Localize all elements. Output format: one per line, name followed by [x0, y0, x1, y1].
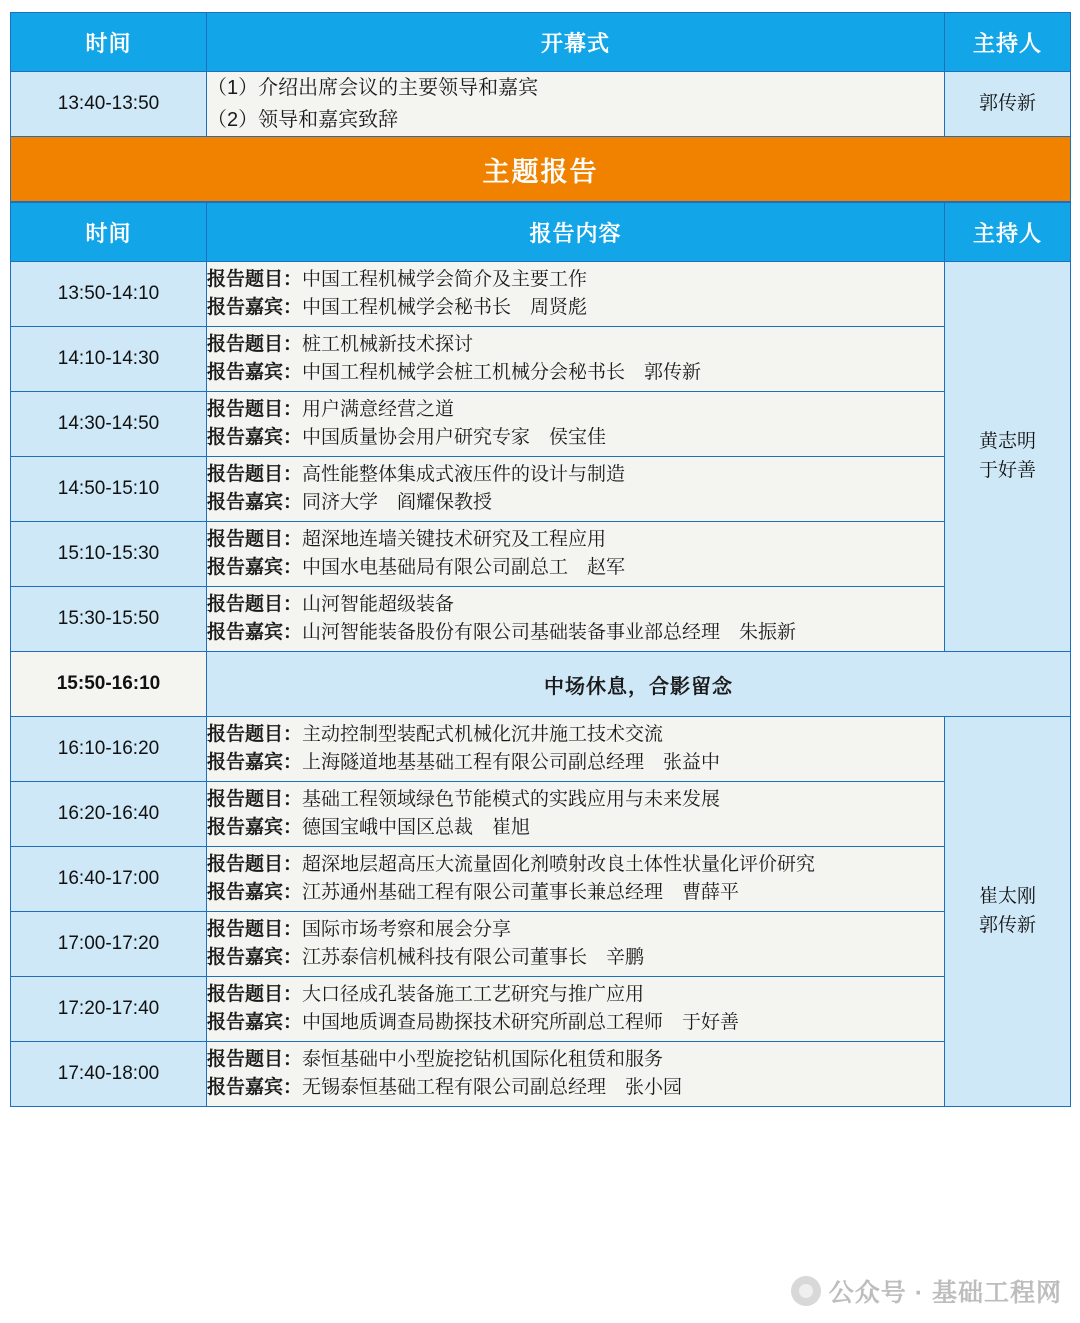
host-name: 于好善 [978, 459, 1036, 481]
report-title: 泰恒基础中小型旋挖钻机国际化租赁和服务 [302, 1049, 664, 1071]
report-guest-line [207, 814, 944, 842]
label-report-title: 报告题目： [207, 464, 303, 486]
report-guest: 同济大学 阎耀保教授 [302, 492, 493, 513]
table-row [11, 262, 1071, 327]
report-content [207, 522, 945, 587]
report-title-line [207, 981, 944, 1009]
report-title-line [207, 1046, 944, 1074]
opening-host: 郭传新 [945, 72, 1071, 137]
host-name: 郭传新 [978, 914, 1036, 936]
report-content [207, 327, 945, 392]
label-report-title: 报告题目： [207, 529, 303, 551]
keynote-reports-table [10, 202, 1071, 1107]
report-time: 15:10-15:30 [11, 522, 207, 587]
report-guest: 德国宝峨中国区总裁 崔旭 [302, 817, 531, 838]
report-guest-line [207, 1074, 944, 1102]
report-title: 超深地连墙关键技术研究及工程应用 [302, 529, 607, 551]
report-guest-line [207, 944, 944, 972]
section-band-row [11, 137, 1071, 202]
report-guest: 江苏通州基础工程有限公司董事长兼总经理 曹薛平 [302, 882, 740, 903]
label-report-title: 报告题目： [207, 1049, 303, 1071]
report-title-line [207, 721, 944, 749]
label-report-title: 报告题目： [207, 334, 303, 356]
report-time: 16:40-17:00 [11, 847, 207, 912]
label-report-guest: 报告嘉宾： [207, 947, 303, 968]
label-report-guest: 报告嘉宾： [207, 752, 303, 773]
label-report-title: 报告题目： [207, 724, 303, 746]
opening-items [207, 72, 945, 137]
report-guest-line [207, 619, 944, 647]
label-report-title: 报告题目： [207, 399, 303, 421]
report-title-line [207, 591, 944, 619]
report-content [207, 1042, 945, 1107]
report-title-line [207, 396, 944, 424]
report-title: 国际市场考察和展会分享 [302, 919, 512, 941]
label-report-guest: 报告嘉宾： [207, 1012, 303, 1033]
host-group-2 [945, 717, 1071, 1107]
report-guest-line [207, 879, 944, 907]
watermark-logo-icon [791, 1276, 821, 1306]
report-content [207, 392, 945, 457]
report-guest-line [207, 554, 944, 582]
column-header-host: 主持人 [945, 13, 1071, 72]
opening-item-2: （2）领导和嘉宾致辞 [207, 109, 399, 131]
table-row [11, 977, 1071, 1042]
report-time: 14:50-15:10 [11, 457, 207, 522]
report-title: 超深地层超高压大流量固化剂喷射改良土体性状量化评价研究 [302, 854, 816, 876]
report-title: 基础工程领域绿色节能模式的实践应用与未来发展 [302, 789, 721, 811]
report-title-line [207, 331, 944, 359]
report-content [207, 847, 945, 912]
report-guest: 中国地质调查局勘探技术研究所副总工程师 于好善 [302, 1012, 740, 1033]
report-title: 中国工程机械学会简介及主要工作 [302, 269, 588, 291]
label-report-title: 报告题目： [207, 789, 303, 811]
report-title-line [207, 786, 944, 814]
table-row [11, 782, 1071, 847]
label-report-guest: 报告嘉宾： [207, 492, 303, 513]
report-guest-line [207, 1009, 944, 1037]
label-report-title: 报告题目： [207, 854, 303, 876]
table-row [11, 392, 1071, 457]
host-group-1 [945, 262, 1071, 652]
table-header-row [11, 13, 1071, 72]
report-guest: 中国工程机械学会秘书长 周贤彪 [302, 297, 588, 318]
break-label: 中场休息，合影留念 [207, 652, 1071, 717]
label-report-guest: 报告嘉宾： [207, 427, 303, 448]
break-time: 15:50-16:10 [11, 652, 207, 717]
label-report-guest: 报告嘉宾： [207, 297, 303, 318]
break-row [11, 652, 1071, 717]
column-header-content: 报告内容 [207, 203, 945, 262]
report-time: 16:20-16:40 [11, 782, 207, 847]
report-title: 山河智能超级装备 [302, 594, 455, 616]
opening-item-1: （1）介绍出席会议的主要领导和嘉宾 [207, 77, 539, 99]
report-guest: 中国工程机械学会桩工机械分会秘书长 郭传新 [302, 362, 702, 383]
report-time: 14:10-14:30 [11, 327, 207, 392]
label-report-title: 报告题目： [207, 269, 303, 291]
report-guest: 江苏泰信机械科技有限公司董事长 辛鹏 [302, 947, 645, 968]
table-row [11, 327, 1071, 392]
report-content [207, 717, 945, 782]
column-header-opening: 开幕式 [207, 13, 945, 72]
section-title-keynote: 主题报告 [11, 137, 1071, 202]
report-guest: 无锡泰恒基础工程有限公司副总经理 张小园 [302, 1077, 683, 1098]
report-guest: 中国质量协会用户研究专家 侯宝佳 [302, 427, 607, 448]
opening-time: 13:40-13:50 [11, 72, 207, 137]
label-report-guest: 报告嘉宾： [207, 817, 303, 838]
report-title: 大口径成孔装备施工工艺研究与推广应用 [302, 984, 645, 1006]
report-time: 17:00-17:20 [11, 912, 207, 977]
column-header-time: 时间 [11, 13, 207, 72]
table-row [11, 72, 1071, 137]
report-time: 13:50-14:10 [11, 262, 207, 327]
watermark-text: 公众号 · 基础工程网 [828, 1279, 1062, 1307]
report-title: 主动控制型装配式机械化沉井施工技术交流 [302, 724, 664, 746]
label-report-guest: 报告嘉宾： [207, 362, 303, 383]
table-row [11, 522, 1071, 587]
table-row [11, 1042, 1071, 1107]
table-header-row [11, 203, 1071, 262]
label-report-title: 报告题目： [207, 919, 303, 941]
report-title-line [207, 916, 944, 944]
report-guest-line [207, 749, 944, 777]
report-content [207, 782, 945, 847]
report-title: 桩工机械新技术探讨 [302, 334, 474, 356]
label-report-guest: 报告嘉宾： [207, 557, 303, 578]
report-time: 14:30-14:50 [11, 392, 207, 457]
report-time: 15:30-15:50 [11, 587, 207, 652]
report-guest: 中国水电基础局有限公司副总工 赵军 [302, 557, 626, 578]
report-guest-line [207, 424, 944, 452]
label-report-guest: 报告嘉宾： [207, 622, 303, 643]
column-header-time: 时间 [11, 203, 207, 262]
report-content [207, 457, 945, 522]
report-content [207, 262, 945, 327]
report-title-line [207, 461, 944, 489]
label-report-guest: 报告嘉宾： [207, 1077, 303, 1098]
report-title-line [207, 526, 944, 554]
host-name: 崔太刚 [978, 886, 1036, 907]
column-header-host: 主持人 [945, 203, 1071, 262]
table-row [11, 587, 1071, 652]
host-name: 黄志明 [978, 431, 1036, 452]
report-guest-line [207, 294, 944, 322]
report-time: 17:40-18:00 [11, 1042, 207, 1107]
table-row [11, 912, 1071, 977]
table-row [11, 847, 1071, 912]
label-report-title: 报告题目： [207, 984, 303, 1006]
table-row [11, 717, 1071, 782]
table-row [11, 457, 1071, 522]
report-title-line [207, 266, 944, 294]
report-content [207, 587, 945, 652]
report-title: 用户满意经营之道 [302, 399, 455, 421]
watermark [791, 1273, 1062, 1309]
report-content [207, 977, 945, 1042]
report-time: 16:10-16:20 [11, 717, 207, 782]
label-report-guest: 报告嘉宾： [207, 882, 303, 903]
report-title: 高性能整体集成式液压件的设计与制造 [302, 464, 626, 486]
report-time: 17:20-17:40 [11, 977, 207, 1042]
report-guest-line [207, 359, 944, 387]
report-content [207, 912, 945, 977]
label-report-title: 报告题目： [207, 594, 303, 616]
report-title-line [207, 851, 944, 879]
report-guest: 山河智能装备股份有限公司基础装备事业部总经理 朱振新 [302, 622, 797, 643]
opening-ceremony-table [10, 12, 1071, 202]
report-guest: 上海隧道地基基础工程有限公司副总经理 张益中 [302, 752, 721, 773]
report-guest-line [207, 489, 944, 517]
